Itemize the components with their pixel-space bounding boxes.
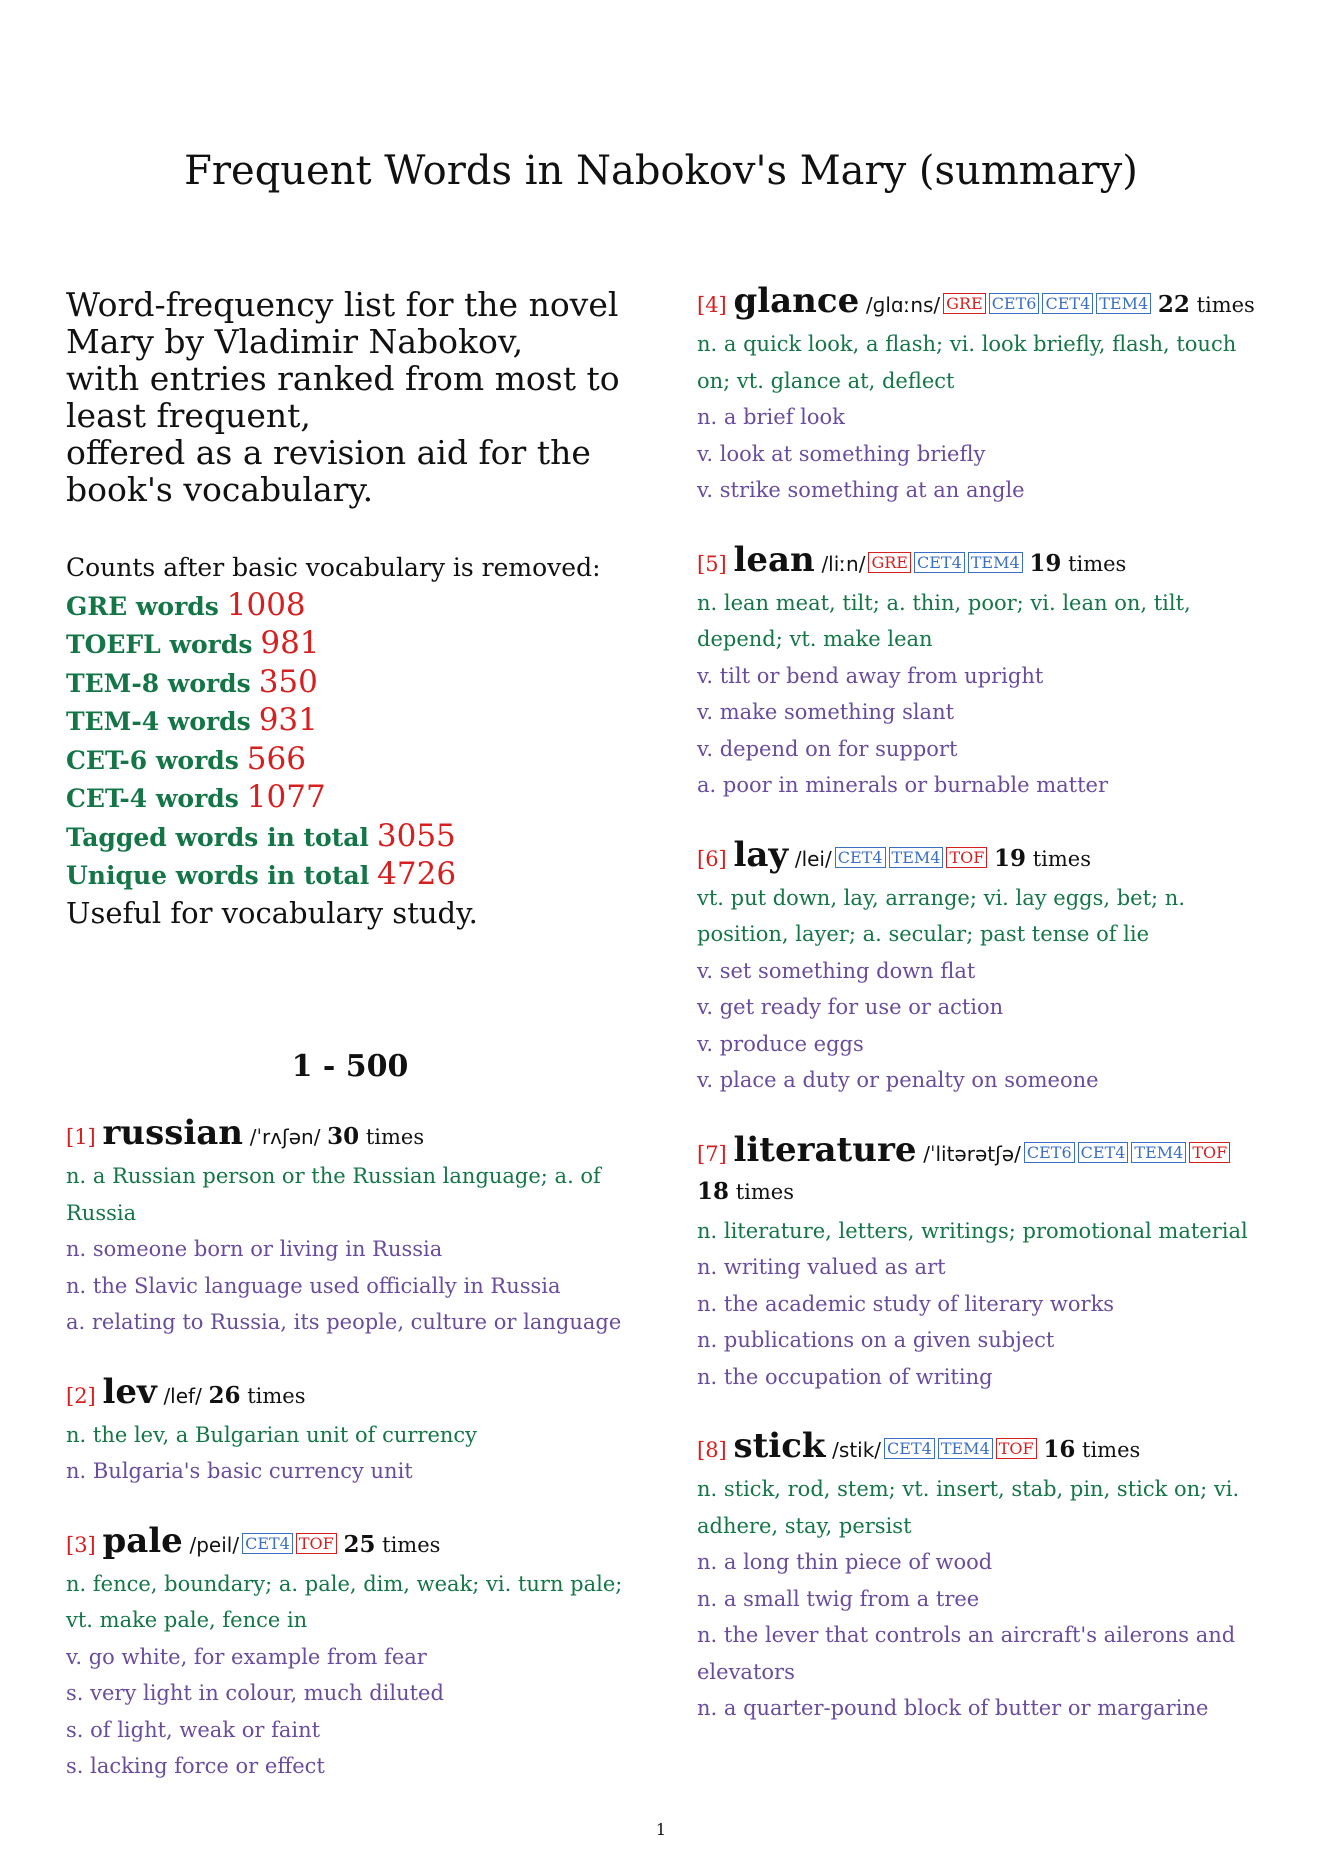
definition-en: v. tilt or bend away from upright — [697, 663, 1044, 688]
right-column — [697, 282, 1267, 1759]
phonetic: /peil/ — [189, 1532, 240, 1557]
frequency-count: 18 — [697, 1177, 730, 1205]
definition-en: n. someone born or living in Russia — [66, 1237, 443, 1261]
entry-head — [697, 836, 1267, 878]
intro-line: Word-frequency list for the novel Mary by Vladimir Nabokov, — [66, 285, 619, 361]
definition-zh: n. a quick look, a flash; vi. look briefly, flash, touch on; vt. glance at, deflect — [697, 332, 1237, 393]
definition-en: n. the academic study of literary works — [697, 1291, 1115, 1316]
entry-index: [5] — [697, 551, 727, 576]
definition-en: s. of light, weak or faint — [66, 1717, 321, 1742]
entry-head — [697, 1427, 1267, 1469]
phonetic: /liːn/ — [821, 551, 866, 576]
definition-en: v. strike something at an angle — [697, 478, 1025, 502]
exam-tag: CET6 — [989, 293, 1040, 314]
entry-index: [7] — [697, 1141, 727, 1166]
stat-row — [66, 587, 634, 626]
headword: stick — [733, 1426, 826, 1466]
entry-head — [697, 1131, 1267, 1211]
intro-line: with entries ranked from most to least frequent, — [66, 359, 620, 435]
word-entry — [66, 1522, 634, 1785]
entry-index: [2] — [66, 1383, 96, 1408]
definition-en: n. the Slavic language used officially in Russia — [66, 1273, 561, 1298]
intro-line: offered as a revision aid for the book's vocabulary. — [66, 433, 591, 509]
exam-tag: CET4 — [884, 1438, 935, 1459]
count-suffix: times — [1082, 1438, 1141, 1462]
definition-zh: n. literature, letters, writings; promotional material — [697, 1218, 1248, 1243]
headword: pale — [102, 1520, 183, 1561]
stat-count: 350 — [258, 663, 318, 700]
headword: russian — [102, 1113, 244, 1153]
phonetic: /stik/ — [832, 1438, 882, 1462]
frequency-count: 19 — [994, 844, 1027, 872]
stat-row — [66, 779, 634, 818]
stats-footer: Useful for vocabulary study. — [66, 895, 478, 930]
entry-index: [6] — [697, 846, 727, 871]
exam-tag: CET4 — [242, 1533, 293, 1554]
stat-count: 1008 — [226, 586, 306, 623]
range-heading: 1 - 500 — [291, 1049, 409, 1084]
definition-en: v. look at something briefly — [697, 441, 986, 466]
word-entry — [697, 1131, 1267, 1396]
stat-count: 566 — [246, 740, 306, 777]
count-suffix: times — [365, 1125, 425, 1149]
stat-count: 931 — [258, 702, 318, 738]
definition-en: s. lacking force or effect — [66, 1754, 325, 1778]
exam-tag: CET6 — [1024, 1142, 1075, 1163]
definition-en: n. a long thin piece of wood — [697, 1550, 993, 1574]
definition-en: v. set something down flat — [697, 958, 976, 983]
stat-label: TEM-8 words — [66, 668, 251, 698]
phonetic: /lei/ — [794, 846, 832, 871]
headword: lay — [733, 834, 789, 875]
stat-label: CET-4 words — [66, 784, 239, 813]
definition-zh: vt. put down, lay, arrange; vi. lay eggs, bet; n. position, layer; a. secular; past tense of lie — [697, 885, 1186, 946]
count-suffix: times — [1032, 846, 1091, 871]
entry-head — [66, 1373, 634, 1415]
definition-en: n. writing valued as art — [697, 1255, 946, 1279]
phonetic: /ɡlɑːns/ — [865, 293, 941, 317]
definition-en: v. make something slant — [697, 700, 955, 724]
exam-tag: TOF — [996, 1438, 1037, 1459]
left-column — [66, 286, 634, 1817]
stat-count: 4726 — [377, 856, 457, 892]
definition-en: n. the occupation of writing — [697, 1364, 993, 1389]
exam-tag: CET4 — [1078, 1142, 1129, 1163]
stat-count: 981 — [260, 625, 320, 661]
exam-tag: GRE — [868, 552, 911, 573]
exam-tag: TOF — [1189, 1142, 1230, 1163]
definition-en: s. very light in colour, much diluted — [66, 1681, 444, 1705]
definition-en: v. depend on for support — [697, 736, 958, 761]
entry-head — [66, 1522, 634, 1564]
stat-row — [66, 702, 634, 741]
frequency-count: 19 — [1029, 549, 1062, 577]
stat-row — [66, 625, 634, 664]
exam-tag: GRE — [943, 293, 986, 314]
headword: lev — [102, 1371, 157, 1412]
word-entry — [66, 1114, 634, 1341]
definition-en: n. the lever that controls an aircraft's ailerons and elevators — [697, 1623, 1236, 1684]
stat-row — [66, 664, 634, 703]
entry-index: [1] — [66, 1125, 96, 1149]
exam-tag: TEM4 — [889, 847, 944, 868]
definition-en: n. a brief look — [697, 405, 845, 429]
word-entry — [697, 1427, 1267, 1727]
exam-tag: CET4 — [835, 847, 886, 868]
definition-en: n. a small twig from a tree — [697, 1586, 980, 1611]
definition-zh: n. lean meat, tilt; a. thin, poor; vi. lean on, tilt, depend; vt. make lean — [697, 590, 1191, 651]
entry-head — [697, 282, 1267, 324]
definition-zh: n. a Russian person or the Russian language; a. of Russia — [66, 1164, 601, 1225]
exam-tag: TEM4 — [1096, 293, 1151, 314]
entry-index: [3] — [66, 1532, 96, 1557]
stat-label: Unique words in total — [66, 861, 370, 890]
definition-en: a. poor in minerals or burnable matter — [697, 773, 1108, 797]
entry-head — [697, 541, 1267, 583]
frequency-count: 25 — [343, 1530, 376, 1558]
entry-index: [4] — [697, 293, 727, 317]
stat-row — [66, 741, 634, 780]
page-number: 1 — [655, 1820, 667, 1839]
exam-tag: TOF — [946, 847, 987, 868]
stat-count: 3055 — [376, 817, 456, 854]
definition-zh: n. fence, boundary; a. pale, dim, weak; vi. turn pale; vt. make pale, fence in — [66, 1571, 623, 1632]
phonetic: /ˈrʌʃən/ — [249, 1125, 321, 1149]
phonetic: /lef/ — [163, 1383, 202, 1408]
definition-zh: n. the lev, a Bulgarian unit of currency — [66, 1422, 478, 1447]
definition-en: n. publications on a given subject — [697, 1328, 1055, 1352]
stats-header: Counts after basic vocabulary is removed: — [66, 553, 601, 582]
headword: lean — [733, 539, 815, 580]
count-suffix: times — [735, 1179, 794, 1204]
word-entry — [697, 282, 1267, 509]
definition-en: n. a quarter-pound block of butter or margarine — [697, 1696, 1209, 1720]
frequency-count: 30 — [327, 1123, 360, 1150]
stat-row — [66, 856, 634, 895]
stat-label: CET-6 words — [66, 745, 239, 775]
stat-label: Tagged words in total — [66, 822, 369, 852]
exam-tag: CET4 — [1042, 293, 1093, 314]
entry-list-left — [66, 1114, 634, 1785]
frequency-count: 22 — [1157, 291, 1190, 318]
definition-en: v. get ready for use or action — [697, 995, 1004, 1019]
definition-zh: n. stick, rod, stem; vt. insert, stab, pin, stick on; vi. adhere, stay, persist — [697, 1477, 1240, 1538]
word-entry — [697, 541, 1267, 804]
headword: literature — [733, 1129, 917, 1170]
definition-en: n. Bulgaria's basic currency unit — [66, 1459, 413, 1483]
intro-text — [66, 286, 634, 508]
exam-tag: TEM4 — [968, 552, 1023, 573]
word-entry — [66, 1373, 634, 1490]
word-entry — [697, 836, 1267, 1099]
count-suffix: times — [1196, 293, 1255, 317]
stat-label: GRE words — [66, 591, 219, 621]
definition-en: v. go white, for example from fear — [66, 1644, 427, 1669]
exam-tag: TEM4 — [938, 1438, 993, 1459]
exam-tag: TOF — [296, 1533, 337, 1554]
entry-index: [8] — [697, 1438, 727, 1462]
stat-label: TOEFL words — [66, 630, 253, 659]
stat-row — [66, 818, 634, 857]
headword: glance — [733, 281, 860, 321]
frequency-count: 16 — [1043, 1436, 1076, 1463]
stat-count: 1077 — [246, 779, 326, 815]
definition-en: v. produce eggs — [697, 1031, 864, 1056]
count-suffix: times — [382, 1532, 441, 1557]
phonetic: /ˈlitərətʃə/ — [923, 1141, 1021, 1166]
entry-list-right — [697, 282, 1267, 1727]
frequency-count: 26 — [208, 1381, 241, 1409]
exam-tag: TEM4 — [1131, 1142, 1186, 1163]
vocab-stats — [66, 550, 634, 931]
entry-head — [66, 1114, 634, 1156]
definition-en: v. place a duty or penalty on someone — [697, 1068, 1099, 1092]
page-title: Frequent Words in Nabokov's Mary (summary) — [184, 148, 1138, 194]
stat-label: TEM-4 words — [66, 707, 251, 736]
definition-en: a. relating to Russia, its people, culture or language — [66, 1310, 622, 1334]
exam-tag: CET4 — [914, 552, 965, 573]
count-suffix: times — [247, 1383, 306, 1408]
count-suffix: times — [1068, 551, 1127, 576]
